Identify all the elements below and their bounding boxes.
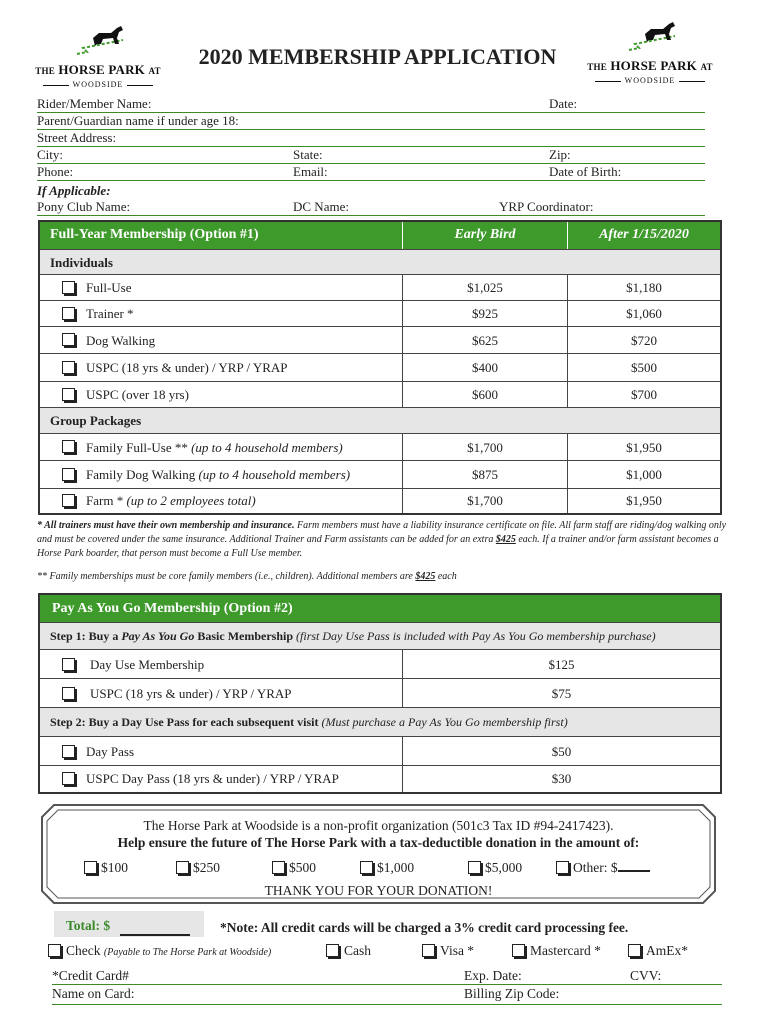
checkbox[interactable]: [326, 944, 339, 957]
phone-line[interactable]: [37, 164, 705, 181]
city-line[interactable]: [37, 147, 705, 164]
trainer-note: * All trainers must have their own membership and insurance. Farm members must have a liability insurance certificate on file. All farm staff are riding/dog walking only and must be covered under the same insurance. Additional Trainer and Farm assistants can be added for an extra $425 each. If a trainer and/or farm assistant becomes a Horse Park boarder, that person must become a Full Use member.: [37, 520, 727, 559]
horse-icon: [625, 20, 685, 56]
table-row: USPC (18 yrs & under) / YRP / YRAP $400 $500: [40, 354, 720, 382]
table-row: Dog Walking $625 $720: [40, 327, 720, 354]
checkbox[interactable]: [62, 468, 75, 481]
nonprofit-statement: The Horse Park at Woodside is a non-profit organization (501c3 Tax ID #94-2417423).: [143, 818, 614, 833]
step2-section: Step 2: Buy a Day Use Pass for each subsequent visit (Must purchase a Pay As You Go membership first): [40, 708, 720, 737]
horse-park-logo-right: THE HORSE PARK AT WOODSIDE: [585, 20, 715, 90]
early-bird-heading: Early Bird: [403, 222, 568, 249]
pay-check[interactable]: Check (Payable to The Horse Park at Woodside): [48, 942, 271, 959]
phone-label: Phone:: [37, 164, 74, 179]
donation-100[interactable]: $100: [84, 859, 128, 876]
table-row: Full-Use $1,025 $1,180: [40, 275, 720, 301]
pay-as-you-go-table: [38, 593, 722, 794]
checkbox[interactable]: [62, 361, 75, 374]
table-row: Trainer * $925 $1,060: [40, 301, 720, 327]
street-label: Street Address:: [37, 130, 117, 145]
yrp-coordinator-label: YRP Coordinator:: [499, 199, 594, 214]
checkbox[interactable]: [62, 440, 75, 453]
table-row: Family Dog Walking (up to 4 household members) $875 $1,000: [40, 461, 720, 489]
street-line[interactable]: [37, 130, 705, 147]
checkbox[interactable]: [62, 281, 75, 294]
horse-icon: [73, 24, 133, 60]
donation-1000[interactable]: $1,000: [360, 859, 414, 876]
donation-500[interactable]: $500: [272, 859, 316, 876]
dob-label: Date of Birth:: [549, 164, 622, 179]
option2-heading: Pay As You Go Membership (Option #2): [40, 595, 720, 623]
checkbox[interactable]: [62, 658, 75, 671]
guardian-line[interactable]: [37, 113, 705, 130]
table-row: USPC Day Pass (18 yrs & under) / YRP / YRAP $30: [40, 766, 720, 792]
checkbox[interactable]: [272, 861, 285, 874]
billing-zip-label: Billing Zip Code:: [464, 986, 560, 1001]
club-line[interactable]: [37, 199, 705, 216]
checkbox[interactable]: [422, 944, 435, 957]
table-row: Day Use Membership $125: [40, 650, 720, 679]
name-on-card-line[interactable]: [52, 986, 722, 1005]
total-label: Total: $: [66, 918, 111, 933]
pay-amex[interactable]: AmEx*: [628, 942, 688, 959]
donation-5000[interactable]: $5,000: [468, 859, 522, 876]
zip-label: Zip:: [549, 147, 571, 162]
checkbox[interactable]: [360, 861, 373, 874]
horse-park-logo-left: THE HORSE PARK AT WOODSIDE: [33, 24, 163, 94]
dc-name-label: DC Name:: [293, 199, 349, 214]
if-applicable-label: If Applicable:: [37, 183, 111, 198]
total-field[interactable]: [120, 934, 190, 936]
checkbox[interactable]: [62, 687, 75, 700]
checkbox[interactable]: [62, 333, 75, 346]
pay-visa[interactable]: Visa *: [422, 942, 474, 959]
group-packages-section: Group Packages: [40, 408, 720, 434]
table-row: USPC (over 18 yrs) $600 $700: [40, 382, 720, 408]
checkbox[interactable]: [62, 772, 75, 785]
city-label: City:: [37, 147, 64, 162]
checkbox[interactable]: [62, 745, 75, 758]
exp-date-label: Exp. Date:: [464, 968, 522, 983]
checkbox[interactable]: [512, 944, 525, 957]
checkbox[interactable]: [84, 861, 97, 874]
donation-other[interactable]: Other: $: [556, 859, 650, 876]
pay-mastercard[interactable]: Mastercard *: [512, 942, 601, 959]
table-header: [40, 222, 720, 250]
full-year-membership-table: [38, 220, 722, 515]
checkbox[interactable]: [48, 944, 61, 957]
donation-request: Help ensure the future of The Horse Park with a tax-deductible donation in the amount of:: [117, 835, 640, 850]
checkbox[interactable]: [62, 494, 75, 507]
donation-250[interactable]: $250: [176, 859, 220, 876]
credit-card-label: *Credit Card#: [52, 968, 129, 983]
after-date-heading: After 1/15/2020: [599, 227, 689, 242]
rider-name-label: Rider/Member Name:: [37, 96, 152, 111]
checkbox[interactable]: [62, 388, 75, 401]
individuals-section: Individuals: [40, 250, 720, 275]
page-title: 2020 MEMBERSHIP APPLICATION: [198, 44, 557, 69]
donation-box: [40, 803, 717, 905]
checkbox[interactable]: [468, 861, 481, 874]
credit-card-line[interactable]: [52, 968, 722, 985]
checkbox[interactable]: [176, 861, 189, 874]
checkbox[interactable]: [628, 944, 641, 957]
checkbox[interactable]: [62, 307, 75, 320]
table-row: Day Pass $50: [40, 737, 720, 766]
pony-club-label: Pony Club Name:: [37, 199, 131, 214]
name-on-card-label: Name on Card:: [52, 986, 135, 1001]
step1-section: Step 1: Buy a Pay As You Go Basic Membership (first Day Use Pass is included with Pay As You Go membership purchase): [40, 623, 720, 650]
table-row: Family Full-Use ** (up to 4 household members) $1,700 $1,950: [40, 434, 720, 461]
donation-thanks: THANK YOU FOR YOUR DONATION!: [264, 883, 493, 898]
rider-line[interactable]: [37, 96, 705, 113]
state-label: State:: [293, 147, 323, 162]
table-row: USPC (18 yrs & under) / YRP / YRAP $75: [40, 679, 720, 708]
family-note: ** Family memberships must be core family members (i.e., children). Additional members are $425 each: [37, 571, 457, 582]
credit-card-fee-note: *Note: All credit cards will be charged a 3% credit card processing fee.: [220, 920, 629, 935]
table-row: Farm * (up to 2 employees total) $1,700 $1,950: [40, 489, 720, 513]
pay-cash[interactable]: Cash: [326, 942, 371, 959]
date-label: Date:: [549, 96, 578, 111]
guardian-label: Parent/Guardian name if under age 18:: [37, 113, 239, 128]
checkbox[interactable]: [556, 861, 569, 874]
email-label: Email:: [293, 164, 328, 179]
option1-heading: Full-Year Membership (Option #1): [40, 222, 403, 249]
cvv-label: CVV:: [630, 968, 662, 983]
